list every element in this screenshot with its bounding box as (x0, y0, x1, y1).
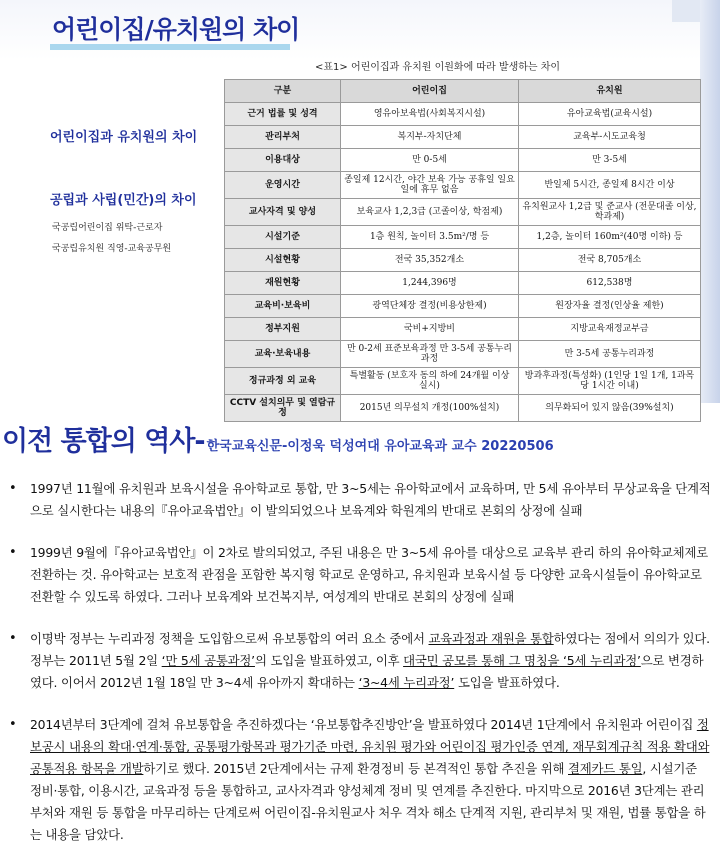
table-row (225, 126, 701, 149)
text-run: 으로 변경하였다. 이어서 2012년 1월 18일 만 3~4세 유아까지 확대하는 (30, 653, 704, 690)
slide-title: 어린이집/유치원의 차이 (52, 15, 300, 44)
bullet-text-nuri (30, 631, 710, 690)
daycare-cell: 1층 원칙, 놀이터 3.5m²/명 등 (341, 226, 519, 249)
table-row (225, 103, 701, 126)
row-label: 근거 법률 및 성격 (225, 103, 341, 126)
text-run: 의 도입을 발표하였고, 이후 (254, 653, 404, 668)
kindergarten-cell: 지방교육재정교부금 (519, 318, 701, 341)
row-label: 관리부처 (225, 126, 341, 149)
bullet-text-1999: 1999년 9월에『유아교육법안』이 2차로 발의되었고, 주된 내용은 만 3~5세 유아를 대상으로 교육부 관리 하의 유아학교체제로 전환하는 것. 유아학교는 보호적 관점을 포함한 복지형 학교로 운영하고, 유치원과 보육시설 등 다양한 교육시설들이 유아학교로 전환할 수 있도록 하였다. 그러나 보육계와 보건복지부, 여성계의 반대로 본회의 상정에 실패 (30, 545, 708, 604)
bullet-icon: • (9, 631, 17, 646)
daycare-cell: 국비+지방비 (341, 318, 519, 341)
text-run: 2014년부터 3단계에 걸쳐 유보통합을 추진하겠다는 ‘유보통합추진방안’을 발표하였다 2014년 1단계에서 유치원과 어린이집 (30, 717, 697, 732)
daycare-cell: 종일제 12시간, 야간 보육 가능 공휴일 일요일에 휴무 없음 (341, 172, 519, 199)
table-row (225, 341, 701, 368)
header-daycare: 어린이집 (341, 80, 519, 103)
kindergarten-cell: 유아교육법(교육시설) (519, 103, 701, 126)
underlined-text: 결제카드 통일 (568, 761, 643, 776)
list-item (0, 628, 716, 694)
slide-corner-decoration (672, 0, 702, 22)
underlined-text: ‘만 5세 공통과정’ (161, 653, 255, 668)
comparison-slide (0, 0, 720, 418)
kindergarten-cell: 의무화되어 있지 않음(39%설치) (519, 395, 701, 422)
daycare-cell: 1,244,396명 (341, 272, 519, 295)
row-label: 시설현황 (225, 249, 341, 272)
text-run: 하기로 했다. 2015년 2단계에서는 규제 환경정비 등 본격적인 통합 추진을 위해 (143, 761, 568, 776)
row-label: 시설기준 (225, 226, 341, 249)
kindergarten-cell: 방과후과정(특성화) (1인당 1일 1개, 1과목당 1시간 이내) (519, 368, 701, 395)
bullet-text-2014 (30, 717, 709, 842)
kindergarten-cell: 유치원교사 1,2급 및 준교사 (전문대졸 이상, 학과제) (519, 199, 701, 226)
left-note-daycare: 국공립어린이집 위탁-근로자 (52, 223, 163, 233)
kindergarten-cell: 612,538명 (519, 272, 701, 295)
header-category: 구분 (225, 80, 341, 103)
row-label: 교육·보육내용 (225, 341, 341, 368)
table-row (225, 318, 701, 341)
row-label: 이용대상 (225, 149, 341, 172)
row-label: 교사자격 및 양성 (225, 199, 341, 226)
underlined-text: ‘3~4세 누리과정’ (358, 675, 455, 690)
kindergarten-cell: 원장자율 결정(인상율 제한) (519, 295, 701, 318)
row-label: 교육비·보육비 (225, 295, 341, 318)
kindergarten-cell: 만 3-5세 (519, 149, 701, 172)
left-heading-difference: 어린이집과 유치원의 차이 (50, 130, 198, 145)
text-run: 하였다는 점에서 의의가 있다. 정부는 2011년 5월 2일 (30, 631, 710, 668)
table-row (225, 149, 701, 172)
history-source: 한국교육신문-이정욱 덕성여대 유아교육과 교수 20220506 (206, 439, 554, 454)
daycare-cell: 복지부-자치단체 (341, 126, 519, 149)
table-row (225, 172, 701, 199)
table-row (225, 199, 701, 226)
table-row (225, 272, 701, 295)
daycare-cell: 보육교사 1,2,3급 (고졸이상, 학점제) (341, 199, 519, 226)
table-row (225, 226, 701, 249)
history-title: 이전 통합의 역사- (2, 426, 205, 457)
text-run: , 시설기준 정비·통합, 이용시간, 교육과정 등을 통합하고, 교사자격과 양성체계 정비 및 연계를 추진한다. 마지막으로 2016년 3단계는 관리부처와 재원 등 통합을 마무리하는 단계로써 어린이집-유치원교사 처우 격차 해소 단계적 지원, 관리부처 및 재원, 법률 통합을 하는 내용을 담았다. (30, 761, 706, 842)
history-bullet-list (0, 478, 716, 866)
table-row (225, 249, 701, 272)
bullet-icon: • (9, 481, 17, 496)
bullet-text-1997: 1997년 11월에 유치원과 보육시설을 유아학교로 통합, 만 3~5세는 유아학교에서 교육하며, 만 5세 유아부터 무상교육을 단계적으로 실시한다는 내용의『유아교육법안』이 발의되었으나 보육계와 학원계의 반대로 본회의 상정에 실패 (30, 481, 711, 518)
row-label: 정부지원 (225, 318, 341, 341)
text-run: 이명박 정부는 누리과정 정책을 도입함으로써 유보통합의 여러 요소 중에서 (30, 631, 429, 646)
table-row (225, 395, 701, 422)
history-heading (2, 419, 554, 458)
daycare-cell: 만 0-2세 표준보육과정 만 3-5세 공통누리과정 (341, 341, 519, 368)
daycare-cell: 특별활동 (보호자 동의 하에 24개월 이상 실시) (341, 368, 519, 395)
daycare-cell: 전국 35,352개소 (341, 249, 519, 272)
kindergarten-cell: 반일제 5시간, 종일제 8시간 이상 (519, 172, 701, 199)
list-item (0, 542, 716, 608)
daycare-cell: 광역단체장 결정(비용상한제) (341, 295, 519, 318)
daycare-cell: 만 0-5세 (341, 149, 519, 172)
list-item (0, 478, 716, 522)
bullet-icon: • (9, 717, 17, 732)
underlined-text: 교육과정과 재원을 통합 (428, 631, 554, 646)
text-run: 도입을 발표하였다. (454, 675, 560, 690)
comparison-table (224, 79, 701, 422)
row-label: 운영시간 (225, 172, 341, 199)
daycare-cell: 2015년 의무설치 개정(100%설치) (341, 395, 519, 422)
row-label: 재원현황 (225, 272, 341, 295)
bullet-icon: • (9, 545, 17, 560)
table-header-row (225, 80, 701, 103)
kindergarten-cell: 만 3-5세 공통누리과정 (519, 341, 701, 368)
kindergarten-cell: 전국 8,705개소 (519, 249, 701, 272)
table-row (225, 295, 701, 318)
slide-side-decoration (700, 0, 720, 403)
row-label: 정규과정 외 교육 (225, 368, 341, 395)
underlined-text: 대국민 공모를 통해 그 명칭을 ‘5세 누리과정’ (403, 653, 641, 668)
kindergarten-cell: 1,2층, 놀이터 160m²(40명 이하) 등 (519, 226, 701, 249)
left-note-kindergarten: 국공립유치원 직영-교육공무원 (52, 244, 172, 254)
underlined-text: 정보공시 내용의 확대·연계·통합, 공통평가항목과 평가기준 마련, 유치원 평가와 어린이집 평가인증 연계, 재무회계규칙 적용 확대와 공통적용 항목을 개발 (30, 717, 710, 776)
list-item (0, 714, 716, 846)
table-row (225, 368, 701, 395)
table-caption: <표1> 어린이집과 유치원 이원화에 따라 발생하는 차이 (315, 62, 561, 73)
left-heading-public-private: 공립과 사립(민간)의 차이 (50, 193, 197, 208)
header-kindergarten: 유치원 (519, 80, 701, 103)
daycare-cell: 영유아보육법(사회복지시설) (341, 103, 519, 126)
row-label: CCTV 설치의무 및 열람규정 (225, 395, 341, 422)
kindergarten-cell: 교육부-시도교육청 (519, 126, 701, 149)
